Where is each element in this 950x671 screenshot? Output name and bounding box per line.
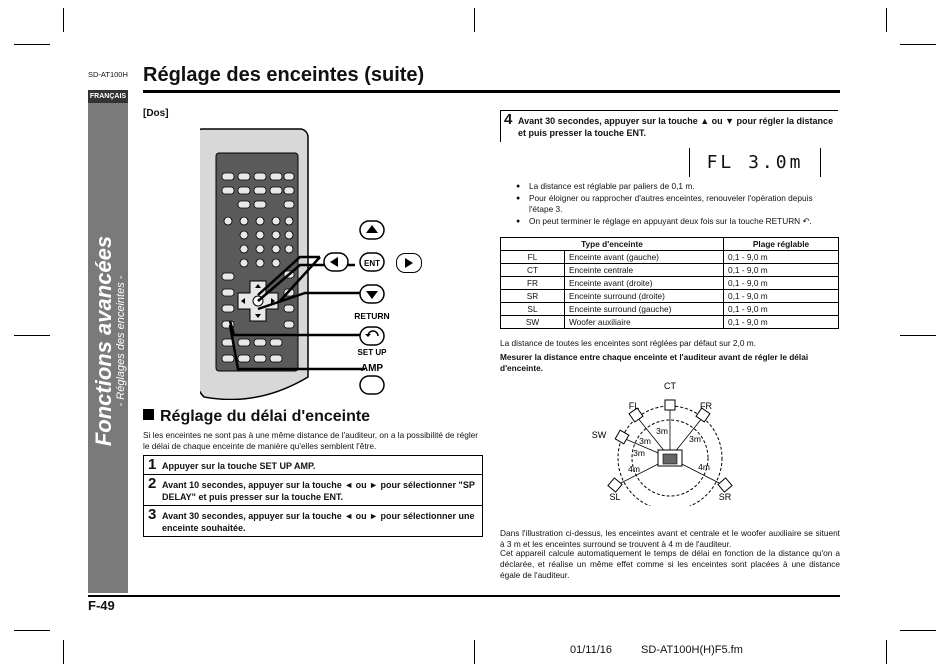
table-row bbox=[501, 251, 839, 264]
step-4-left-border bbox=[500, 110, 501, 142]
step-number: 3 bbox=[148, 506, 157, 523]
default-note: La distance de toutes les enceintes sont réglées par défaut sur 2,0 m. bbox=[500, 338, 756, 348]
distance-fr: 3m bbox=[689, 434, 701, 444]
step-text: Appuyer sur la touche SET UP AMP. bbox=[162, 461, 316, 471]
step-text: Avant 10 secondes, appuyer sur la touche ◄ ou ► pour sélectionner "SP DELAY" et puis presser sur la touche ENT. bbox=[162, 480, 475, 502]
step-2 bbox=[144, 475, 482, 505]
crop-mark bbox=[14, 335, 50, 336]
speaker-range-table bbox=[500, 237, 839, 329]
cell-name: Enceinte centrale bbox=[565, 264, 724, 277]
table-row bbox=[501, 277, 839, 290]
label-sw: SW bbox=[591, 430, 607, 440]
cell-name: Enceinte surround (droite) bbox=[565, 290, 724, 303]
cell-code: SW bbox=[501, 316, 565, 329]
table-row bbox=[501, 290, 839, 303]
footer-date: 01/11/16 bbox=[570, 644, 613, 656]
cell-range: 0,1 - 9,0 m bbox=[724, 316, 839, 329]
label-ct: CT bbox=[664, 381, 676, 391]
crop-mark bbox=[900, 335, 936, 336]
distance-sw: 3m bbox=[633, 448, 645, 458]
crop-mark bbox=[474, 8, 475, 32]
step-number: 1 bbox=[148, 456, 157, 473]
speaker-ct-icon bbox=[665, 400, 675, 410]
steps-box-1 bbox=[143, 455, 483, 475]
crop-mark bbox=[474, 640, 475, 664]
sidebar-section-title bbox=[93, 236, 127, 446]
bullet-item: ● La distance est réglable par paliers de 0,1 m. bbox=[516, 181, 838, 192]
title-rule bbox=[143, 90, 840, 93]
crop-mark bbox=[900, 630, 936, 631]
measure-note: Mesurer la distance entre chaque enceinte et l'auditeur avant de régler le délai d'enceinte. bbox=[500, 352, 809, 373]
table-row bbox=[501, 316, 839, 329]
explanation: Dans l'illustration ci-dessus, les enceintes avant et centrale et le woofer auxiliaire se situent à 3 m et les enceintes surround se trouvent à 4 m de l'auditeur. bbox=[500, 528, 840, 549]
remote-illustration bbox=[200, 125, 400, 400]
sidebar-subsection: - Réglages des enceintes - bbox=[115, 275, 127, 407]
footer-file: SD-AT100H(H)F5.fm bbox=[641, 644, 743, 656]
step-number: 2 bbox=[148, 475, 157, 492]
header-speaker-type: Type d'enceinte bbox=[501, 238, 724, 251]
ent-label: ENT bbox=[364, 259, 380, 268]
step-text: Avant 30 secondes, appuyer sur la touche ▲ ou ▼ pour régler la distance et puis presser la touche ENT. bbox=[518, 116, 834, 138]
step-4 bbox=[500, 111, 838, 141]
crop-mark bbox=[900, 44, 936, 45]
cell-range: 0,1 - 9,0 m bbox=[724, 290, 839, 303]
right-button-icon bbox=[396, 253, 422, 273]
amp-button-icon bbox=[360, 376, 384, 394]
cell-code: FL bbox=[501, 251, 565, 264]
page-title: Réglage des enceintes (suite) bbox=[143, 64, 425, 86]
steps-box-2 bbox=[143, 474, 483, 537]
cell-code: SR bbox=[501, 290, 565, 303]
label-sr: SR bbox=[718, 492, 732, 502]
distance-ct: 3m bbox=[656, 426, 668, 436]
cell-code: FR bbox=[501, 277, 565, 290]
square-bullet-icon bbox=[143, 409, 154, 420]
sidebar-section: Fonctions avancées bbox=[91, 235, 116, 447]
model-label: SD-AT100H bbox=[88, 70, 128, 79]
header-range: Plage réglable bbox=[724, 238, 839, 251]
amp-label: AMP bbox=[360, 363, 384, 374]
speaker-sl-icon bbox=[608, 478, 622, 492]
cell-range: 0,1 - 9,0 m bbox=[724, 303, 839, 316]
cell-code: CT bbox=[501, 264, 565, 277]
cell-name: Enceinte surround (gauche) bbox=[565, 303, 724, 316]
distance-sr: 4m bbox=[698, 462, 710, 472]
cell-range: 0,1 - 9,0 m bbox=[724, 264, 839, 277]
bullet-list bbox=[516, 181, 838, 228]
cell-name: Enceinte avant (droite) bbox=[565, 277, 724, 290]
return-button-icon bbox=[360, 327, 384, 345]
label-fr: FR bbox=[700, 401, 712, 411]
table-header-row bbox=[501, 238, 839, 251]
lcd-display: FL 3.0m bbox=[689, 148, 821, 177]
footer-rule bbox=[88, 595, 840, 597]
cell-range: 0,1 - 9,0 m bbox=[724, 251, 839, 264]
step-number: 4 bbox=[504, 111, 513, 128]
distance-fl: 3m bbox=[639, 436, 651, 446]
crop-mark bbox=[14, 630, 50, 631]
setup-label: SET UP bbox=[357, 348, 387, 357]
explanation-2: Cet appareil calcule automatiquement le temps de délai en fonction de la distance qu'on a déclarée, et réalise un même effet comme si les enceintes sont placées à une distance égale de l'auditeur. bbox=[500, 548, 840, 580]
step-text: Avant 30 secondes, appuyer sur la touche ◄ ou ► pour sélectionner une enceinte souhaitée. bbox=[162, 511, 475, 533]
return-label: RETURN bbox=[354, 311, 390, 321]
crop-mark bbox=[886, 640, 887, 664]
label-sl: SL bbox=[609, 492, 621, 502]
crop-mark bbox=[886, 8, 887, 32]
table-row bbox=[501, 303, 839, 316]
section-title bbox=[143, 408, 370, 426]
bullet-item: ● Pour éloigner ou rapprocher d'autres enceintes, renouveler l'opération depuis l'étape 3. bbox=[516, 193, 838, 215]
table-row bbox=[501, 264, 839, 277]
crop-mark bbox=[63, 8, 64, 32]
speaker-sw-icon bbox=[615, 430, 629, 444]
speaker-layout-diagram bbox=[585, 376, 755, 506]
cell-name: Woofer auxiliaire bbox=[565, 316, 724, 329]
step-1 bbox=[144, 456, 482, 474]
step-3 bbox=[144, 506, 482, 536]
section-title-text: Réglage du délai d'enceinte bbox=[160, 408, 371, 425]
cell-name: Enceinte avant (gauche) bbox=[565, 251, 724, 264]
distance-sl: 4m bbox=[628, 464, 640, 474]
crop-mark bbox=[63, 640, 64, 664]
intro-text: Si les enceintes ne sont pas à une même distance de l'auditeur, on a la possibilité de régler le délai de chaque enceinte de manière qu'elles semblent l'être. bbox=[143, 430, 479, 451]
cell-code: SL bbox=[501, 303, 565, 316]
page-number: F-49 bbox=[88, 598, 115, 613]
label-fl: FL bbox=[628, 401, 640, 411]
cell-range: 0,1 - 9,0 m bbox=[724, 277, 839, 290]
speaker-sr-icon bbox=[718, 478, 732, 492]
back-label: [Dos] bbox=[143, 108, 169, 119]
language-tab: FRANÇAIS bbox=[88, 90, 128, 103]
bullet-item: ● On peut terminer le réglage en appuyant deux fois sur la touche RETURN ↶. bbox=[516, 216, 838, 227]
crop-mark bbox=[14, 44, 50, 45]
